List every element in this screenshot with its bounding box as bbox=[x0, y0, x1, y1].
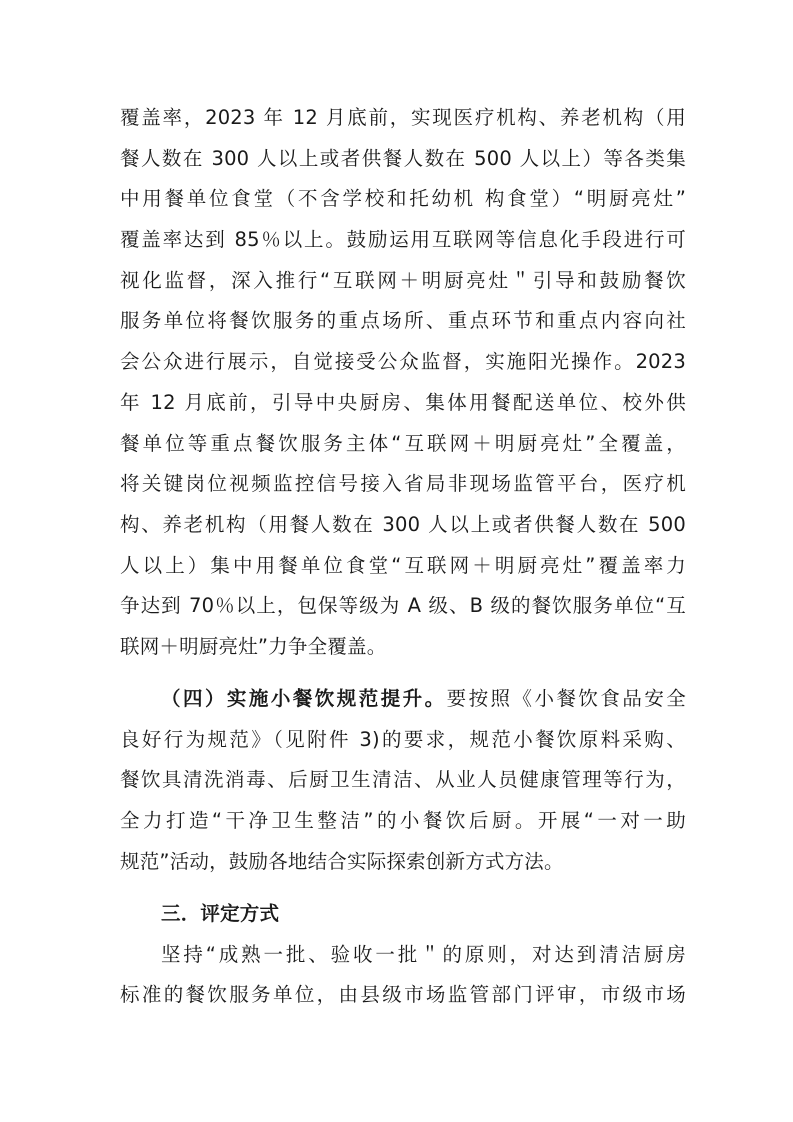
text-line: 年 12 月底前，引导中央厨房、集体用餐配送单位、校外供 bbox=[120, 390, 686, 414]
paragraph-small-catering bbox=[120, 679, 686, 882]
text-line: 人以上）集中用餐单位食堂“互联网＋明厨亮灶”覆盖率力 bbox=[120, 553, 686, 577]
text-line: 良好行为规范》（见附件 3)的要求，规范小餐饮原料采购、 bbox=[120, 727, 686, 751]
text-line: 餐人数在 300 人以上或者供餐人数在 500 人以上）等各类集 bbox=[120, 146, 686, 170]
text-line: 构、养老机构（用餐人数在 300 人以上或者供餐人数在 500 bbox=[120, 512, 686, 536]
subsection-heading: （四）实施小餐饮规范提升。 bbox=[161, 687, 447, 710]
text-line: 坚持“成熟一批、验收一批＂的原则，对达到清洁厨房 bbox=[161, 942, 686, 966]
text-line: 全力打造“干净卫生整洁”的小餐饮后厨。开展“一对一助 bbox=[120, 809, 686, 833]
text-line: 联网＋明厨亮灶”力争全覆盖。 bbox=[120, 634, 387, 658]
text-line: 会公众进行展示，自觉接受公众监督，实施阳光操作。2023 bbox=[120, 350, 686, 374]
text-line: 将关键岗位视频监控信号接入省局非现场监管平台，医疗机 bbox=[120, 472, 686, 496]
section-evaluation bbox=[120, 894, 686, 1016]
text-line: 视化监督，深入推行“互联网＋明厨亮灶＂引导和鼓励餐饮 bbox=[120, 268, 686, 292]
section-heading: 三．评定方式 bbox=[161, 902, 280, 925]
text-line: 餐饮具清洗消毒、后厨卫生清洁、从业人员健康管理等行为， bbox=[120, 768, 686, 792]
text-line: 标准的餐饮服务单位，由县级市场监管部门评审，市级市场 bbox=[120, 983, 686, 1007]
text-line: 餐单位等重点餐饮服务主体“互联网＋明厨亮灶”全覆盖， bbox=[120, 431, 686, 455]
paragraph-internet-kitchen bbox=[120, 98, 686, 668]
text-line: 中用餐单位食堂（不含学校和托幼机 构食堂）“明厨亮灶” bbox=[120, 187, 686, 211]
text-fragment: 要按照《小餐饮食品安全 bbox=[446, 687, 686, 710]
text-line: 争达到 70％以上，包保等级为 A 级、B 级的餐饮服务单位“互 bbox=[120, 594, 686, 618]
text-line bbox=[120, 679, 686, 720]
text-line: 服务单位将餐饮服务的重点场所、重点环节和重点内容向社 bbox=[120, 309, 686, 333]
text-line: 覆盖率，2023 年 12 月底前，实现医疗机构、养老机构（用 bbox=[120, 106, 686, 129]
text-line: 规范”活动，鼓励各地结合实际探索创新方式方法。 bbox=[120, 849, 564, 873]
text-line: 覆盖率达到 85％以上。鼓励运用互联网等信息化手段进行可 bbox=[120, 228, 686, 252]
